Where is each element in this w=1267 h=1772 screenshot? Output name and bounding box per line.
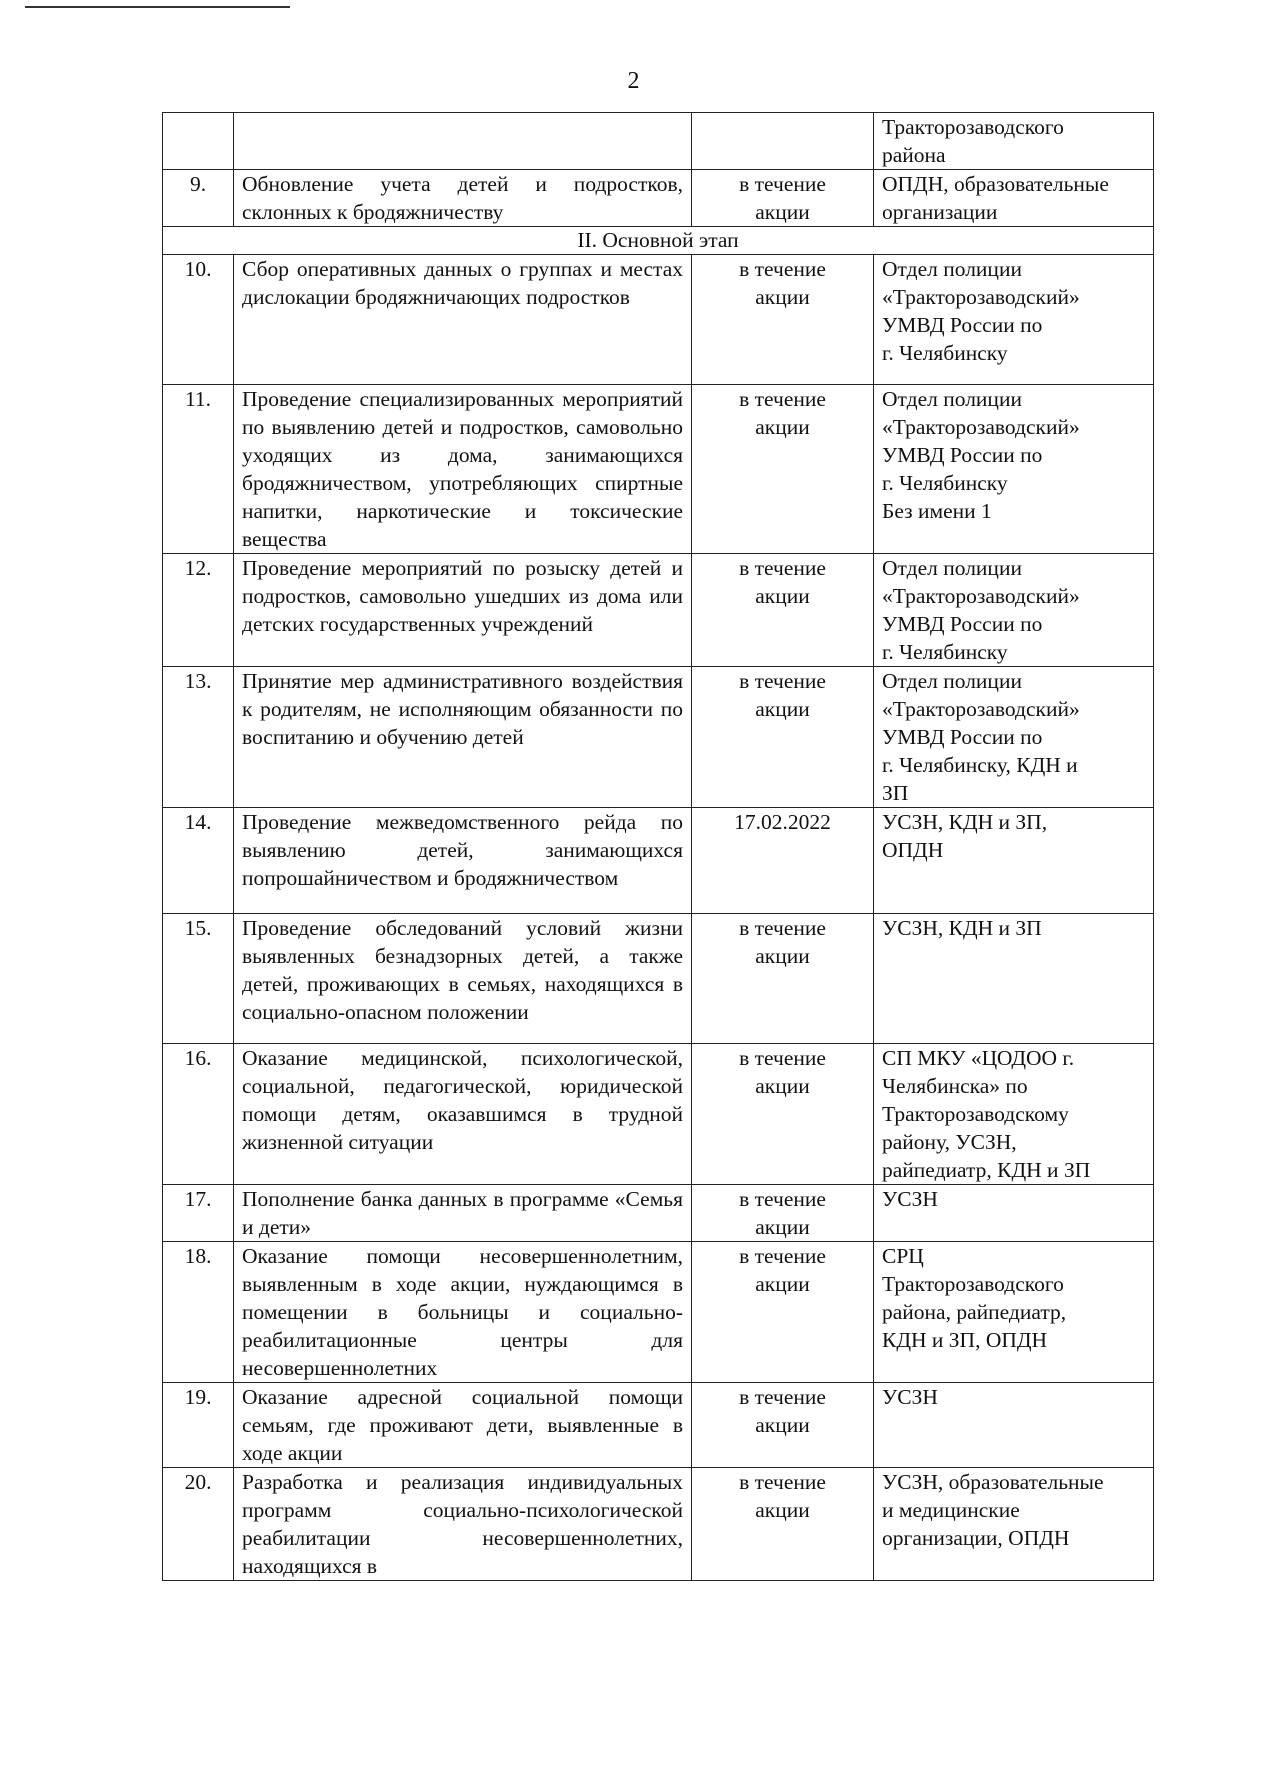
row-responsible-line: организации, ОПДН <box>882 1526 1070 1550</box>
row-responsible-line: УМВД России по <box>882 612 1043 636</box>
row-responsible <box>874 808 1154 914</box>
row-term-line: акции <box>755 584 810 608</box>
row-term <box>692 255 874 385</box>
row-responsible <box>874 1044 1154 1185</box>
table-row <box>163 808 1154 914</box>
row-activity: Проведение обследований условий жизни выявленных безнадзорных детей, а также детей, проживающих в семьях, находящихся в социально-опасном положении <box>234 914 692 1044</box>
row-term <box>692 667 874 808</box>
row-number: 12. <box>163 554 234 667</box>
row-number: 15. <box>163 914 234 1044</box>
row-activity <box>234 113 692 170</box>
row-responsible-line: УСЗН, КДН и ЗП, <box>882 810 1048 834</box>
row-responsible-line: организации <box>882 200 998 224</box>
row-responsible-line: «Тракторозаводский» <box>882 584 1080 608</box>
table-row <box>163 667 1154 808</box>
row-term-line: в течение <box>739 556 826 580</box>
row-number: 19. <box>163 1383 234 1468</box>
row-responsible <box>874 1383 1154 1468</box>
row-term <box>692 808 874 914</box>
table-row <box>163 113 1154 170</box>
row-term-line: акции <box>755 1498 810 1522</box>
row-number: 9. <box>163 170 234 227</box>
row-responsible-line: Тракторозаводского <box>882 1272 1064 1296</box>
row-responsible-line: Без имени 1 <box>882 499 992 523</box>
row-activity: Сбор оперативных данных о группах и местах дислокации бродяжничающих подростков <box>234 255 692 385</box>
row-responsible-line: Отдел полиции <box>882 556 1022 580</box>
row-responsible-line: КДН и ЗП, ОПДН <box>882 1328 1048 1352</box>
row-responsible-line: г. Челябинску <box>882 341 1008 365</box>
row-term <box>692 1044 874 1185</box>
row-term-line: в течение <box>739 1470 826 1494</box>
row-term-line: акции <box>755 1272 810 1296</box>
row-term <box>692 170 874 227</box>
row-responsible <box>874 1468 1154 1581</box>
row-responsible-line: района, райпедиатр, <box>882 1300 1067 1324</box>
row-responsible-line: УСЗН <box>882 1385 938 1409</box>
row-number: 13. <box>163 667 234 808</box>
row-term-line: акции <box>755 944 810 968</box>
row-activity: Проведение межведомственного рейда по выявлению детей, занимающихся попрошайничеством и бродяжничеством <box>234 808 692 914</box>
row-number: 17. <box>163 1185 234 1242</box>
row-number: 14. <box>163 808 234 914</box>
row-responsible-line: ОПДН, образовательные <box>882 172 1109 196</box>
row-responsible <box>874 170 1154 227</box>
row-term-line: в течение <box>739 1244 826 1268</box>
table-row <box>163 255 1154 385</box>
row-activity: Обновление учета детей и подростков, склонных к бродяжничеству <box>234 170 692 227</box>
top-rule <box>25 6 290 8</box>
row-term <box>692 1468 874 1581</box>
row-responsible-line: СП МКУ «ЦОДОО г. <box>882 1046 1075 1070</box>
row-activity: Проведение специализированных мероприятий по выявлению детей и подростков, самовольно уходящих из дома, занимающихся бродяжничеством, употребляющих спиртные напитки, наркотические и токсические вещества <box>234 385 692 554</box>
row-term-line: в течение <box>739 1385 826 1409</box>
table-row <box>163 1044 1154 1185</box>
row-term <box>692 914 874 1044</box>
table-row <box>163 1383 1154 1468</box>
row-term-line: в течение <box>739 1046 826 1070</box>
row-responsible-line: Отдел полиции <box>882 669 1022 693</box>
row-activity: Оказание помощи несовершеннолетним, выявленным в ходе акции, нуждающимся в помещении в больницы и социально-реабилитационные центры для несовершеннолетних <box>234 1242 692 1383</box>
row-responsible-line: УМВД России по <box>882 443 1043 467</box>
row-responsible-line: г. Челябинску <box>882 471 1008 495</box>
row-responsible-line: Челябинска» по <box>882 1074 1028 1098</box>
row-number: 20. <box>163 1468 234 1581</box>
row-number: 16. <box>163 1044 234 1185</box>
row-term-line: акции <box>755 415 810 439</box>
row-responsible <box>874 914 1154 1044</box>
row-term-line: акции <box>755 200 810 224</box>
row-responsible-line: Отдел полиции <box>882 257 1022 281</box>
row-term-line: акции <box>755 1215 810 1239</box>
row-responsible-line: райпедиатр, КДН и ЗП <box>882 1158 1091 1182</box>
row-responsible-line: Тракторозаводскому <box>882 1102 1069 1126</box>
row-responsible <box>874 385 1154 554</box>
row-responsible <box>874 255 1154 385</box>
stage-heading-row <box>163 227 1154 255</box>
row-term <box>692 113 874 170</box>
row-responsible-line: УСЗН, КДН и ЗП <box>882 916 1042 940</box>
row-number: 10. <box>163 255 234 385</box>
events-table-body <box>163 113 1154 1581</box>
stage-heading: II. Основной этап <box>163 227 1154 255</box>
row-responsible-line: УМВД России по <box>882 313 1043 337</box>
row-responsible-line: Тракторозаводского <box>882 115 1064 139</box>
row-term-line: акции <box>755 697 810 721</box>
row-responsible-line: УСЗН <box>882 1187 938 1211</box>
page-number: 2 <box>627 68 640 94</box>
row-term-line: в течение <box>739 669 826 693</box>
row-activity: Проведение мероприятий по розыску детей и подростков, самовольно ушедших из дома или детских государственных учреждений <box>234 554 692 667</box>
row-responsible-line: и медицинские <box>882 1498 1020 1522</box>
table-row <box>163 554 1154 667</box>
row-responsible-line: ЗП <box>882 781 909 805</box>
row-responsible-line: «Тракторозаводский» <box>882 285 1080 309</box>
row-activity: Разработка и реализация индивидуальных программ социально-психологической реабилитации несовершеннолетних, находящихся в <box>234 1468 692 1581</box>
row-responsible <box>874 1185 1154 1242</box>
table-row <box>163 1468 1154 1581</box>
row-term <box>692 1242 874 1383</box>
row-term-line: в течение <box>739 172 826 196</box>
row-term <box>692 385 874 554</box>
row-term <box>692 1185 874 1242</box>
row-responsible-line: «Тракторозаводский» <box>882 415 1080 439</box>
row-term-line: в течение <box>739 387 826 411</box>
table-row <box>163 1242 1154 1383</box>
row-responsible-line: УМВД России по <box>882 725 1043 749</box>
row-number: 11. <box>163 385 234 554</box>
row-responsible-line: району, УСЗН, <box>882 1130 1017 1154</box>
row-responsible-line: «Тракторозаводский» <box>882 697 1080 721</box>
events-table <box>162 112 1154 1581</box>
table-row <box>163 1185 1154 1242</box>
table-row <box>163 170 1154 227</box>
row-responsible-line: г. Челябинску, КДН и <box>882 753 1078 777</box>
row-responsible-line: СРЦ <box>882 1244 924 1268</box>
row-responsible <box>874 667 1154 808</box>
row-responsible <box>874 1242 1154 1383</box>
row-responsible-line: ОПДН <box>882 838 944 862</box>
row-term-line: акции <box>755 1413 810 1437</box>
table-row <box>163 385 1154 554</box>
row-term-line: в течение <box>739 916 826 940</box>
table-row <box>163 914 1154 1044</box>
row-term-line: 17.02.2022 <box>734 810 831 834</box>
row-responsible-line: района <box>882 143 946 167</box>
row-term <box>692 554 874 667</box>
row-term-line: акции <box>755 285 810 309</box>
row-number: 18. <box>163 1242 234 1383</box>
row-responsible-line: УСЗН, образовательные <box>882 1470 1104 1494</box>
row-term-line: в течение <box>739 257 826 281</box>
row-responsible <box>874 113 1154 170</box>
row-activity: Оказание медицинской, психологической, социальной, педагогической, юридической помощи детям, оказавшимся в трудной жизненной ситуации <box>234 1044 692 1185</box>
row-responsible-line: г. Челябинску <box>882 640 1008 664</box>
row-responsible <box>874 554 1154 667</box>
row-activity: Оказание адресной социальной помощи семьям, где проживают дети, выявленные в ходе акции <box>234 1383 692 1468</box>
row-number <box>163 113 234 170</box>
row-responsible-line: Отдел полиции <box>882 387 1022 411</box>
row-activity: Пополнение банка данных в программе «Семья и дети» <box>234 1185 692 1242</box>
row-term-line: в течение <box>739 1187 826 1211</box>
row-term-line: акции <box>755 1074 810 1098</box>
row-term <box>692 1383 874 1468</box>
row-activity: Принятие мер административного воздействия к родителям, не исполняющим обязанности по воспитанию и обучению детей <box>234 667 692 808</box>
